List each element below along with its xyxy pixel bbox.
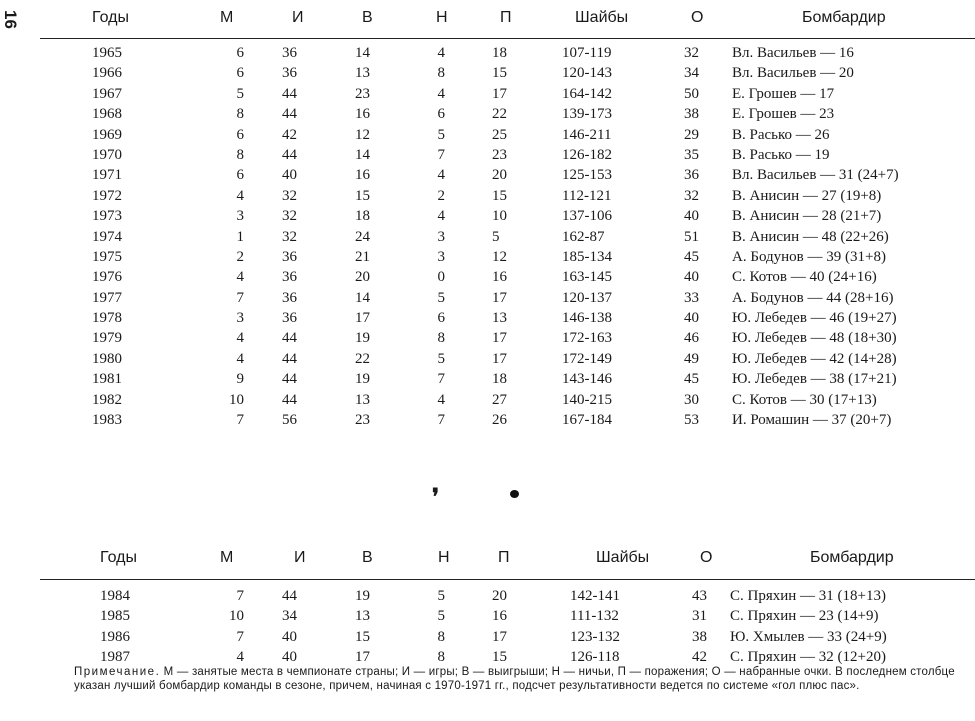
cell-m: 7: [236, 588, 244, 604]
cell-m: 10: [229, 391, 244, 408]
table-row: [40, 606, 975, 626]
cell-n: 4: [437, 85, 445, 102]
cell-year: 1987: [100, 649, 130, 666]
cell-year: 1984: [100, 588, 130, 604]
cell-score: 112-121: [562, 187, 612, 204]
cell-scorer: С. Пряхин — 32 (12+20): [730, 649, 886, 666]
cell-m: 7: [236, 412, 244, 429]
cell-p: 15: [492, 65, 507, 82]
cell-score: 143-146: [562, 371, 612, 388]
table-row: [40, 125, 975, 145]
table-row: [40, 308, 975, 328]
cell-o: 36: [684, 167, 699, 184]
table-row: [40, 647, 975, 667]
cell-scorer: С. Котов — 40 (24+16): [732, 269, 877, 286]
cell-score: 163-145: [562, 269, 612, 286]
cell-v: 17: [355, 310, 370, 327]
header-years: Годы: [100, 549, 137, 566]
header-points: О: [691, 9, 704, 26]
cell-p: 12: [492, 248, 507, 265]
cell-p: 22: [492, 106, 507, 123]
cell-scorer: В. Расько — 26: [732, 126, 830, 143]
header-losses: П: [500, 9, 512, 26]
cell-scorer: В. Анисин — 28 (21+7): [732, 208, 882, 225]
table-row: [40, 165, 975, 185]
cell-n: 8: [437, 65, 445, 82]
cell-scorer: В. Анисин — 27 (19+8): [732, 187, 882, 204]
cell-o: 43: [692, 588, 707, 604]
table-row: [40, 84, 975, 104]
cell-score: 126-182: [562, 146, 612, 163]
cell-m: 6: [236, 126, 244, 143]
cell-v: 14: [355, 45, 370, 61]
cell-v: 15: [355, 628, 370, 645]
cell-n: 4: [437, 391, 445, 408]
cell-o: 53: [684, 412, 699, 429]
cell-scorer: В. Анисин — 48 (22+26): [732, 228, 889, 245]
cell-score: 172-149: [562, 350, 612, 367]
cell-score: 137-106: [562, 208, 612, 225]
cell-scorer: С. Котов — 30 (17+13): [732, 391, 877, 408]
header-games: И: [294, 549, 306, 566]
cell-v: 14: [355, 146, 370, 163]
cell-m: 8: [236, 146, 244, 163]
cell-scorer: Вл. Васильев — 16: [732, 45, 854, 61]
table-row: [40, 349, 975, 369]
cell-n: 6: [437, 310, 445, 327]
cell-score: 140-215: [562, 391, 612, 408]
footnote-label: Примечание.: [74, 666, 161, 678]
page-number: 16: [1, 10, 20, 29]
table-header: [40, 0, 975, 39]
header-wins: В: [362, 549, 373, 566]
cell-m: 8: [236, 106, 244, 123]
header-points: О: [700, 549, 713, 566]
cell-i: 44: [282, 371, 297, 388]
table-row: [40, 288, 975, 308]
table-body: [40, 39, 975, 430]
cell-v: 13: [355, 65, 370, 82]
cell-v: 14: [355, 289, 370, 306]
cell-v: 19: [355, 371, 370, 388]
cell-n: 4: [437, 167, 445, 184]
cell-v: 15: [355, 187, 370, 204]
cell-n: 3: [437, 248, 445, 265]
cell-year: 1968: [92, 106, 122, 123]
cell-o: 29: [684, 126, 699, 143]
cell-score: 120-137: [562, 289, 612, 306]
cell-scorer: Е. Грошев — 17: [732, 85, 835, 102]
table-row: [40, 227, 975, 247]
table-row: [40, 186, 975, 206]
table-header: [40, 541, 975, 580]
cell-i: 44: [282, 146, 297, 163]
cell-n: 7: [437, 146, 445, 163]
cell-score: 142-141: [570, 588, 620, 604]
cell-score: 146-138: [562, 310, 612, 327]
cell-year: 1985: [100, 608, 130, 625]
cell-year: 1972: [92, 187, 122, 204]
cell-score: 172-163: [562, 330, 612, 347]
cell-n: 6: [437, 106, 445, 123]
cell-p: 17: [492, 289, 507, 306]
cell-scorer: В. Расько — 19: [732, 146, 830, 163]
header-wins: В: [362, 9, 373, 26]
cell-v: 23: [355, 85, 370, 102]
cell-n: 5: [437, 126, 445, 143]
header-place: М: [220, 549, 234, 566]
cell-m: 4: [236, 330, 244, 347]
cell-v: 13: [355, 608, 370, 625]
cell-m: 9: [236, 371, 244, 388]
header-draws: Н: [436, 9, 448, 26]
cell-year: 1976: [92, 269, 122, 286]
cell-p: 17: [492, 85, 507, 102]
cell-year: 1982: [92, 391, 122, 408]
table-row: [40, 63, 975, 83]
cell-scorer: С. Пряхин — 31 (18+13): [730, 588, 886, 604]
cell-o: 46: [684, 330, 699, 347]
cell-i: 32: [282, 187, 297, 204]
cell-v: 16: [355, 106, 370, 123]
cell-n: 5: [437, 608, 445, 625]
header-years: Годы: [92, 9, 129, 26]
cell-o: 34: [684, 65, 699, 82]
cell-n: 8: [437, 628, 445, 645]
cell-n: 5: [437, 350, 445, 367]
cell-score: 120-143: [562, 65, 612, 82]
header-goals: Шайбы: [575, 9, 629, 26]
header-goals: Шайбы: [596, 549, 650, 566]
table-row: [40, 247, 975, 267]
cell-n: 7: [437, 412, 445, 429]
cell-v: 19: [355, 330, 370, 347]
cell-p: 17: [492, 330, 507, 347]
cell-year: 1967: [92, 85, 122, 102]
cell-o: 40: [684, 310, 699, 327]
cell-year: 1980: [92, 350, 122, 367]
cell-o: 49: [684, 350, 699, 367]
header-top-scorer: Бомбардир: [802, 9, 886, 26]
cell-v: 18: [355, 208, 370, 225]
table-row: [40, 145, 975, 165]
cell-n: 5: [437, 588, 445, 604]
cell-o: 38: [692, 628, 707, 645]
cell-p: 18: [492, 371, 507, 388]
cell-p: 18: [492, 45, 507, 61]
cell-n: 7: [437, 371, 445, 388]
table-row: [40, 206, 975, 226]
cell-year: 1975: [92, 248, 122, 265]
cell-o: 33: [684, 289, 699, 306]
cell-i: 40: [282, 167, 297, 184]
cell-score: 111-132: [570, 608, 619, 625]
cell-score: 185-134: [562, 248, 612, 265]
cell-scorer: Вл. Васильев — 31 (24+7): [732, 167, 899, 184]
cell-m: 4: [236, 350, 244, 367]
cell-m: 5: [236, 85, 244, 102]
cell-year: 1978: [92, 310, 122, 327]
cell-i: 44: [282, 330, 297, 347]
cell-year: 1965: [92, 45, 122, 61]
cell-year: 1981: [92, 371, 122, 388]
cell-p: 5: [492, 228, 500, 245]
stats-table-1984-1987: [40, 541, 975, 668]
cell-score: 126-118: [570, 649, 620, 666]
cell-year: 1979: [92, 330, 122, 347]
cell-p: 16: [492, 269, 507, 286]
cell-score: 146-211: [562, 126, 612, 143]
cell-v: 21: [355, 248, 370, 265]
table-row: [40, 104, 975, 124]
cell-i: 56: [282, 412, 297, 429]
cell-score: 125-153: [562, 167, 612, 184]
cell-scorer: Ю. Лебедев — 48 (18+30): [732, 330, 897, 347]
cell-i: 36: [282, 65, 297, 82]
cell-o: 32: [684, 187, 699, 204]
cell-v: 22: [355, 350, 370, 367]
cell-o: 45: [684, 371, 699, 388]
cell-n: 3: [437, 228, 445, 245]
decorative-ornament: [432, 482, 532, 509]
cell-i: 40: [282, 649, 297, 666]
cell-o: 45: [684, 248, 699, 265]
footnote-text: М — занятые места в чемпионате страны; И — игры; В — выигрыши; Н — ничьи, П — поражения; О — набранные очки. В последнем столбце указан лучший бомбардир команды в сезоне, причем, начиная с 1970-1971 гг., подсчет результативности ведется по системе «гол плюс пас».: [74, 666, 955, 692]
header-games: И: [292, 9, 304, 26]
cell-n: 0: [437, 269, 445, 286]
cell-o: 31: [692, 608, 707, 625]
table-row: [40, 328, 975, 348]
cell-scorer: Ю. Хмылев — 33 (24+9): [730, 628, 887, 645]
cell-scorer: А. Бодунов — 44 (28+16): [732, 289, 894, 306]
cell-scorer: Вл. Васильев — 20: [732, 65, 854, 82]
header-losses: П: [498, 549, 510, 566]
cell-m: 3: [236, 208, 244, 225]
cell-o: 50: [684, 85, 699, 102]
cell-v: 19: [355, 588, 370, 604]
cell-scorer: Ю. Лебедев — 42 (14+28): [732, 350, 897, 367]
cell-o: 30: [684, 391, 699, 408]
cell-p: 16: [492, 608, 507, 625]
cell-v: 16: [355, 167, 370, 184]
cell-i: 44: [282, 350, 297, 367]
cell-p: 17: [492, 628, 507, 645]
cell-score: 107-119: [562, 45, 612, 61]
cell-m: 6: [236, 65, 244, 82]
cell-year: 1969: [92, 126, 122, 143]
stats-table-1965-1983: [40, 0, 975, 430]
cell-m: 7: [236, 628, 244, 645]
cell-i: 36: [282, 45, 297, 61]
table-row: [40, 410, 975, 430]
table-body: [40, 580, 975, 668]
cell-i: 44: [282, 588, 297, 604]
cell-p: 13: [492, 310, 507, 327]
cell-p: 23: [492, 146, 507, 163]
cell-year: 1970: [92, 146, 122, 163]
cell-m: 3: [236, 310, 244, 327]
footnote: [74, 666, 970, 693]
cell-n: 5: [437, 289, 445, 306]
cell-n: 8: [437, 649, 445, 666]
cell-v: 23: [355, 412, 370, 429]
cell-p: 10: [492, 208, 507, 225]
cell-scorer: А. Бодунов — 39 (31+8): [732, 248, 886, 265]
cell-v: 12: [355, 126, 370, 143]
cell-score: 139-173: [562, 106, 612, 123]
cell-p: 27: [492, 391, 507, 408]
cell-m: 6: [236, 167, 244, 184]
cell-i: 32: [282, 228, 297, 245]
cell-scorer: Е. Грошев — 23: [732, 106, 835, 123]
cell-n: 4: [437, 208, 445, 225]
cell-m: 6: [236, 45, 244, 61]
cell-p: 25: [492, 126, 507, 143]
cell-o: 42: [692, 649, 707, 666]
cell-m: 10: [229, 608, 244, 625]
header-draws: Н: [438, 549, 450, 566]
cell-i: 44: [282, 106, 297, 123]
cell-v: 13: [355, 391, 370, 408]
cell-year: 1977: [92, 289, 122, 306]
cell-n: 8: [437, 330, 445, 347]
cell-i: 36: [282, 289, 297, 306]
cell-score: 167-184: [562, 412, 612, 429]
cell-m: 2: [236, 248, 244, 265]
cell-i: 44: [282, 391, 297, 408]
cell-score: 123-132: [570, 628, 620, 645]
cell-p: 20: [492, 167, 507, 184]
cell-m: 7: [236, 289, 244, 306]
cell-o: 51: [684, 228, 699, 245]
cell-i: 40: [282, 628, 297, 645]
table-row: [40, 586, 975, 606]
cell-o: 32: [684, 45, 699, 61]
cell-v: 20: [355, 269, 370, 286]
cell-i: 42: [282, 126, 297, 143]
cell-m: 4: [236, 187, 244, 204]
table-row: [40, 627, 975, 647]
cell-o: 35: [684, 146, 699, 163]
cell-score: 162-87: [562, 228, 605, 245]
table-row: [40, 390, 975, 410]
cell-year: 1983: [92, 412, 122, 429]
cell-scorer: И. Ромашин — 37 (20+7): [732, 412, 892, 429]
header-top-scorer: Бомбардир: [810, 549, 894, 566]
cell-m: 1: [236, 228, 244, 245]
cell-i: 36: [282, 248, 297, 265]
table-row: [40, 43, 975, 63]
cell-o: 40: [684, 269, 699, 286]
cell-year: 1973: [92, 208, 122, 225]
table-row: [40, 267, 975, 287]
cell-year: 1974: [92, 228, 122, 245]
cell-o: 40: [684, 208, 699, 225]
cell-m: 4: [236, 269, 244, 286]
table-row: [40, 369, 975, 389]
cell-v: 17: [355, 649, 370, 666]
ornament-mark: ❜: [432, 484, 440, 509]
cell-p: 17: [492, 350, 507, 367]
cell-p: 15: [492, 649, 507, 666]
cell-i: 34: [282, 608, 297, 625]
cell-p: 26: [492, 412, 507, 429]
cell-i: 36: [282, 310, 297, 327]
header-place: М: [220, 9, 234, 26]
cell-i: 44: [282, 85, 297, 102]
cell-year: 1966: [92, 65, 122, 82]
cell-year: 1971: [92, 167, 122, 184]
cell-i: 32: [282, 208, 297, 225]
cell-p: 20: [492, 588, 507, 604]
cell-n: 4: [437, 45, 445, 61]
cell-i: 36: [282, 269, 297, 286]
cell-p: 15: [492, 187, 507, 204]
cell-score: 164-142: [562, 85, 612, 102]
cell-scorer: С. Пряхин — 23 (14+9): [730, 608, 879, 625]
cell-n: 2: [437, 187, 445, 204]
cell-year: 1986: [100, 628, 130, 645]
cell-m: 4: [236, 649, 244, 666]
cell-v: 24: [355, 228, 370, 245]
ornament-dot: [510, 490, 519, 498]
cell-scorer: Ю. Лебедев — 46 (19+27): [732, 310, 897, 327]
cell-scorer: Ю. Лебедев — 38 (17+21): [732, 371, 897, 388]
cell-o: 38: [684, 106, 699, 123]
